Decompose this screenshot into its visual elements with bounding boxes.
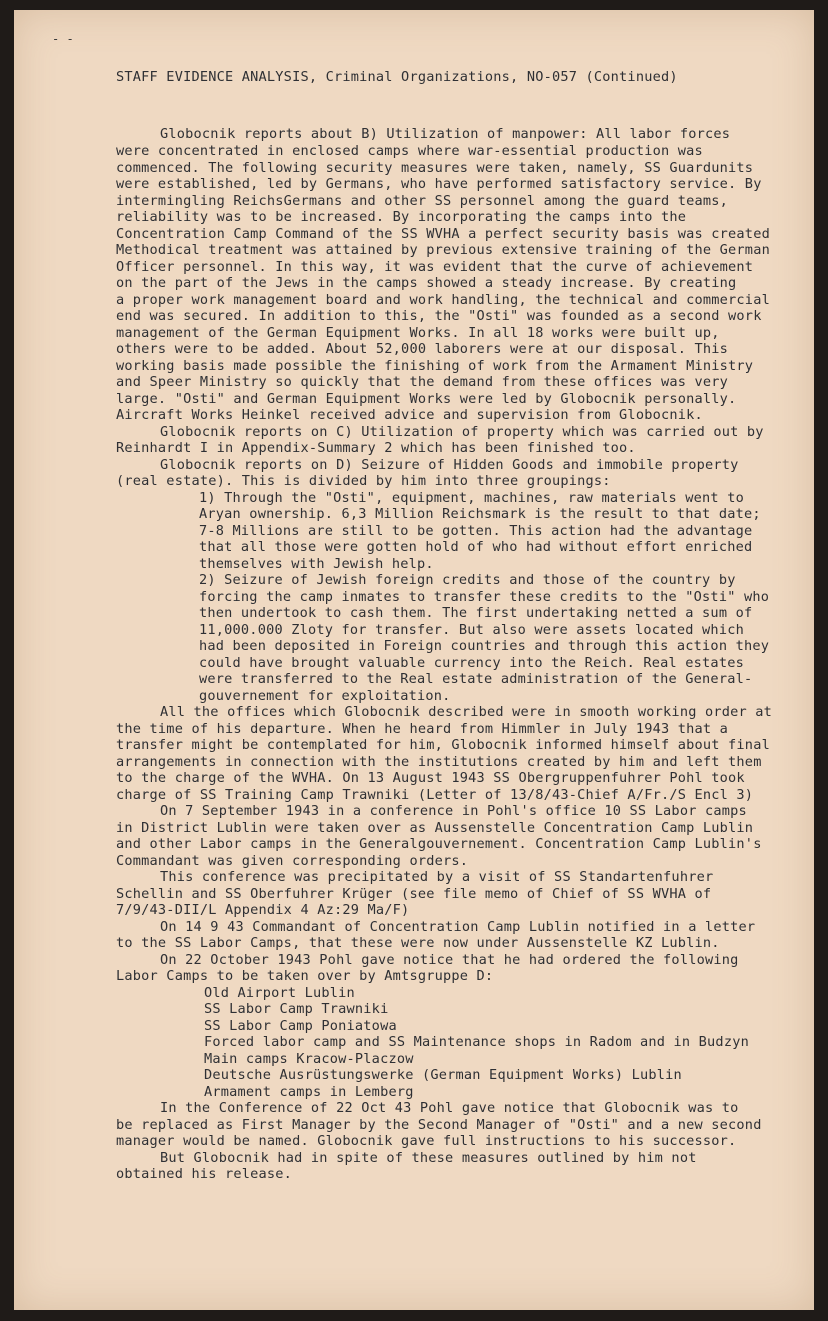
text-line: Globocnik reports on C) Utilization of property which was carried out by	[160, 424, 764, 440]
document-page	[14, 10, 814, 1310]
text-line: commenced. The following security measures were taken, namely, SS Guardunits	[116, 160, 754, 176]
text-line: In the Conference of 22 Oct 43 Pohl gave notice that Globocnik was to	[160, 1100, 739, 1116]
text-line: obtained his release.	[116, 1166, 293, 1182]
text-line: be replaced as First Manager by the Second Manager of "Osti" and a new second	[116, 1117, 762, 1133]
text-line: But Globocnik had in spite of these measures outlined by him not	[160, 1150, 697, 1166]
text-line: Globocnik reports on D) Seizure of Hidden Goods and immobile property	[160, 457, 739, 473]
text-line: on the part of the Jews in the camps showed a steady increase. By creating	[116, 275, 737, 291]
text-line: and other Labor camps in the Generalgouvernement. Concentration Camp Lublin's	[116, 836, 762, 852]
text-line: 11,000.000 Zloty for transfer. But also were assets located which	[199, 622, 744, 638]
text-line: Aircraft Works Heinkel received advice and supervision from Globocnik.	[116, 407, 703, 423]
text-line: that all those were gotten hold of who had without effort enriched	[199, 539, 753, 555]
text-line: Forced labor camp and SS Maintenance shops in Radom and in Budzyn	[204, 1034, 749, 1050]
text-line: charge of SS Training Camp Trawniki (Letter of 13/8/43-Chief A/Fr./S Encl 3)	[116, 787, 754, 803]
text-line: 7-8 Millions are still to be gotten. This action had the advantage	[199, 523, 753, 539]
text-line: others were to be added. About 52,000 laborers were at our disposal. This	[116, 341, 729, 357]
text-line: On 22 October 1943 Pohl gave notice that he had ordered the following	[160, 952, 739, 968]
text-line: Deutsche Ausrüstungswerke (German Equipment Works) Lublin	[204, 1067, 682, 1083]
text-line: management of the German Equipment Works. In all 18 works were built up,	[116, 325, 720, 341]
text-line: reliability was to be increased. By incorporating the camps into the	[116, 209, 687, 225]
document-title: STAFF EVIDENCE ANALYSIS, Criminal Organizations, NO-057 (Continued)	[116, 69, 678, 85]
text-line: Concentration Camp Command of the SS WVHA a perfect security basis was created	[116, 226, 770, 242]
text-line: intermingling ReichsGermans and other SS personnel among the guard teams,	[116, 193, 729, 209]
text-line: were concentrated in enclosed camps where war-essential production was	[116, 143, 703, 159]
text-line: Globocnik reports about B) Utilization of manpower: All labor forces	[160, 126, 731, 142]
text-line: manager would be named. Globocnik gave full instructions to his successor.	[116, 1133, 737, 1149]
text-line: Main camps Kracow-Placzow	[204, 1051, 414, 1067]
text-line: (real estate). This is divided by him into three groupings:	[116, 473, 611, 489]
document-body	[14, 10, 814, 1182]
text-line: were transferred to the Real estate administration of the General-	[199, 671, 753, 687]
text-line: in District Lublin were taken over as Aussenstelle Concentration Camp Lublin	[116, 820, 754, 836]
text-line: arrangements in connection with the institutions created by him and left them	[116, 754, 762, 770]
text-line: had been deposited in Foreign countries and through this action they	[199, 638, 770, 654]
text-line: forcing the camp inmates to transfer these credits to the "Osti" who	[199, 589, 770, 605]
text-line: Reinhardt I in Appendix-Summary 2 which has been finished too.	[116, 440, 636, 456]
text-line: Old Airport Lublin	[204, 985, 355, 1001]
text-line: Officer personnel. In this way, it was evident that the curve of achievement	[116, 259, 754, 275]
text-line: a proper work management board and work handling, the technical and commercial	[116, 292, 770, 308]
text-line: were established, led by Germans, who have performed satisfactory service. By	[116, 176, 762, 192]
text-line: 2) Seizure of Jewish foreign credits and those of the country by	[199, 572, 736, 588]
text-line: the time of his departure. When he heard from Himmler in July 1943 that a	[116, 721, 729, 737]
text-line: SS Labor Camp Trawniki	[204, 1001, 389, 1017]
text-line: large. "Osti" and German Equipment Works were led by Globocnik personally.	[116, 391, 737, 407]
text-line: Commandant was given corresponding orders.	[116, 853, 469, 869]
text-line: Armament camps in Lemberg	[204, 1084, 414, 1100]
text-line: could have brought valuable currency into the Reich. Real estates	[199, 655, 744, 671]
text-line: themselves with Jewish help.	[199, 556, 434, 572]
text-line: and Speer Ministry so quickly that the demand from these offices was very	[116, 374, 729, 390]
text-line: 7/9/43-DII/L Appendix 4 Az:29 Ma/F)	[116, 902, 410, 918]
text-line: On 14 9 43 Commandant of Concentration Camp Lublin notified in a letter	[160, 919, 756, 935]
text-line: Labor Camps to be taken over by Amtsgruppe D:	[116, 968, 494, 984]
text-line: gouvernement for exploitation.	[199, 688, 451, 704]
text-line: Schellin and SS Oberfuhrer Krüger (see file memo of Chief of SS WVHA of	[116, 886, 712, 902]
text-line: 1) Through the "Osti", equipment, machines, raw materials went to	[199, 490, 744, 506]
text-line: On 7 September 1943 in a conference in Pohl's office 10 SS Labor camps	[160, 803, 747, 819]
text-line: to the SS Labor Camps, that these were now under Aussenstelle KZ Lublin.	[116, 935, 720, 951]
text-line: to the charge of the WVHA. On 13 August 1943 SS Obergruppenfuhrer Pohl took	[116, 770, 745, 786]
text-line: All the offices which Globocnik described were in smooth working order at	[160, 704, 773, 720]
text-line: then undertook to cash them. The first undertaking netted a sum of	[199, 605, 753, 621]
text-line: This conference was precipitated by a visit of SS Standartenfuhrer	[160, 869, 714, 885]
corner-mark: - -	[52, 32, 74, 46]
text-line: transfer might be contemplated for him, Globocnik informed himself about final	[116, 737, 770, 753]
text-line: Methodical treatment was attained by previous extensive training of the German	[116, 242, 770, 258]
text-line: Aryan ownership. 6,3 Million Reichsmark is the result to that date;	[199, 506, 761, 522]
text-line: SS Labor Camp Poniatowa	[204, 1018, 397, 1034]
text-line: end was secured. In addition to this, the "Osti" was founded as a second work	[116, 308, 762, 324]
text-line: working basis made possible the finishing of work from the Armament Ministry	[116, 358, 754, 374]
